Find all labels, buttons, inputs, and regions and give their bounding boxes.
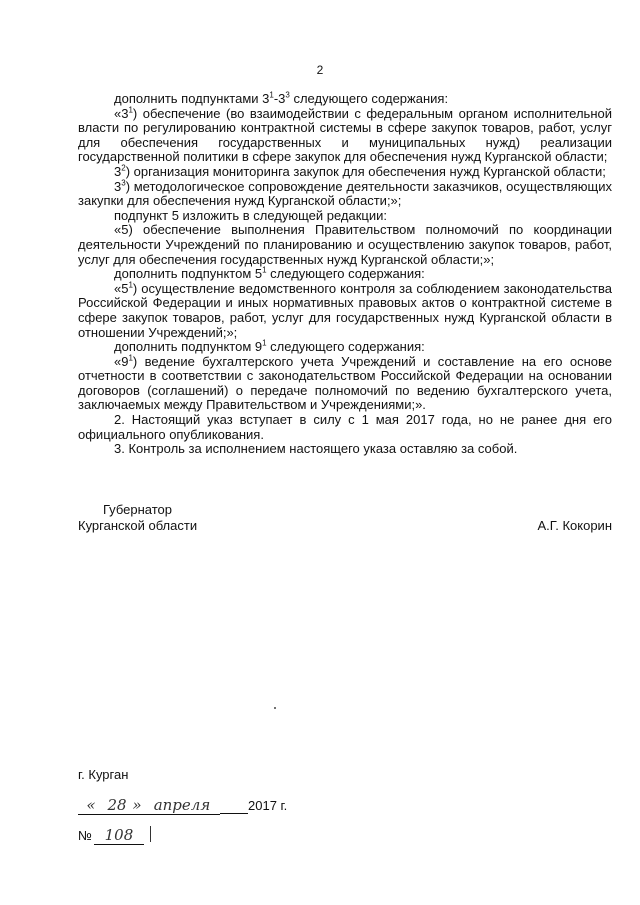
number-label: № <box>78 828 92 843</box>
paragraph: 3. Контроль за исполнением настоящего указа оставляю за собой. <box>114 441 518 457</box>
paragraph: $3^3$) методологическое сопровождение деятельности заказчиков, осуществляющих закупки для обеспечения нужд Курганской области;»; <box>78 178 612 209</box>
date-month-field: апреля <box>144 796 220 815</box>
date-blank-line <box>220 798 248 814</box>
number-field: 108 <box>94 826 144 845</box>
stray-dot <box>274 707 276 709</box>
paragraph: дополнить подпунктом $9^1$ следующего содержания: <box>114 338 425 355</box>
date-close-quote: » <box>130 796 144 815</box>
signatory-title: Губернатор <box>103 502 172 517</box>
date-year: 2017 г. <box>248 798 288 813</box>
page-number: 2 <box>316 63 324 77</box>
issue-date <box>78 796 287 815</box>
document-body <box>78 92 612 457</box>
paragraph: подпункт 5 изложить в следующей редакции: <box>114 207 388 223</box>
date-open-quote: « <box>78 796 104 815</box>
paragraph: $3^2$) организация мониторинга закупок для обеспечения нужд Курганской области; <box>114 163 606 179</box>
signatory-name: А.Г. Кокорин <box>537 518 612 533</box>
paragraph: «$3^1$) обеспечение (во взаимодействии с федеральным органом исполнительной власти по регулированию контрактной системы в сфере закупок товаров, работ, услуг для обеспечения государственных и муниципальных нужд) реализации государственной политики в сфере закупок для обеспечения нужд Курганской области; <box>78 105 612 165</box>
paragraph: «5) обеспечение выполнения Правительством полномочий по координации деятельности Учреждений по планированию и осуществлению закупок товаров, работ, услуг для обеспечения государственных нужд Курганской области;»; <box>78 222 612 267</box>
paragraph: 2. Настоящий указ вступает в силу с 1 мая 2017 года, но не ранее дня его официального опубликования. <box>78 412 612 442</box>
paragraph: дополнить подпунктом $5^1$ следующего содержания: <box>114 265 425 282</box>
paragraph: «$9^1$) ведение бухгалтерского учета Учреждений и составление на его основе отчетности в соответствии с законодательством Российской Федерации на основании договоров (соглашений) о передаче полномочий по ведению бухгалтерского учета, заключаемых между Правительством и Учреждениями;». <box>78 353 612 413</box>
date-day-field: 28 <box>104 796 130 815</box>
issue-city: г. Курган <box>78 767 129 782</box>
signatory-region: Курганской области <box>78 518 198 533</box>
pen-stroke <box>150 826 151 842</box>
paragraph: дополнить подпунктами $3^1-3^3$ следующего содержания: <box>114 90 449 106</box>
paragraph: «$5^1$) осуществление ведомственного контроля за соблюдением законодательства Российской Федерации и иных нормативных правовых актов о контрактной системе в сфере закупок товаров, работ, услуг для государственных нужд Курганской области в отношении Учреждений;»; <box>78 280 612 340</box>
document-number <box>78 826 151 845</box>
